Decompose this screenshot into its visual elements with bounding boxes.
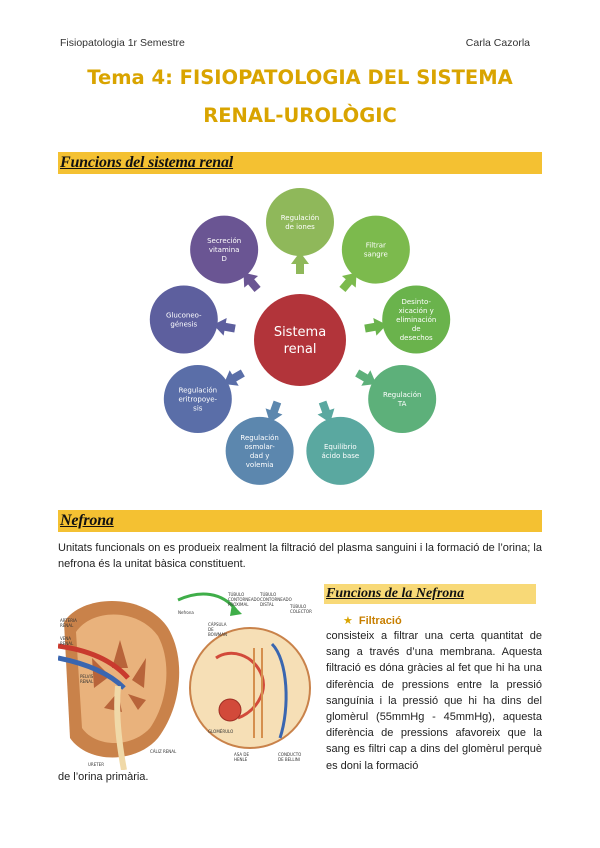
label-tubulo-dist-2: CONTORNEADO [260,597,292,602]
bubble-label: volemia [245,460,274,469]
label-capsula-2: DE [208,627,214,632]
filtracio-paragraph: consisteix a filtrar una certa quantitat de sang a través d’una membrana. Aquesta filtració es dóna gràcies al fet que hi ha una diferència de pressions entre la pressió sanguínia i la pressió que hi ha dins del glomèrul (55mmHg - 45mmHg), aquesta diferència de pressions afavoreix que la sang es filtri cap a dins del glomèrul perquè es doni la formació [326,630,542,772]
bubble-label: de [411,325,421,334]
bubble-circle [368,365,436,433]
bubble-label: osmolar- [244,442,275,451]
bullet-title: Filtració [358,615,402,627]
label-arteria-2: RENAL [60,623,74,628]
bubble-label: Regulación [240,433,279,442]
header-author: Carla Cazorla [465,37,530,49]
center-label: renal [283,342,317,357]
label-conducto-1: CONDUCTO [278,752,302,757]
bubble-label: Filtrar [365,241,386,250]
label-arteria-1: ARTERIA [60,618,77,623]
nefrona-intro: Unitats funcionals on es produeix realment la filtració del plasma sanguini i la formació de l’orina; la nefrona és la unitat bàsica constituent. [58,542,542,570]
label-pelvis-1: PELVIS [80,674,94,679]
star-icon: ★ [343,615,353,627]
label-vena-1: VENA [60,636,71,641]
bubble-circle [266,188,334,256]
bubble-label: TA [397,400,407,408]
subsection-heading-funcions-nefrona [324,584,536,604]
bubble-label: eritropoye- [178,395,218,404]
bubble-label: génesis [170,320,198,329]
bubble-label: dad y [249,451,270,460]
center-circle [254,294,346,386]
page-title-line1: Tema 4: FISIOPATOLOGIA DEL SISTEMA [87,66,513,89]
bubble-label: xicación y [398,307,434,316]
bubble-label: Secreción [207,237,242,246]
label-tubulo-prox-3: PROXIMAL [228,602,249,607]
bubble-label: vitamina [208,246,240,255]
function-bubble-3 [368,365,436,433]
bubble-label: D [221,255,227,264]
label-ureter: URETER [88,762,104,767]
label-capsula-1: CÁPSULA [208,622,227,627]
label-asa-1: ASA DE [234,752,249,757]
label-glomerulo: GLOMÉRULO [208,729,234,734]
section-heading-text: Nefrona [60,512,114,529]
bubble-label: Regulación [178,386,218,395]
section-heading-funcions-renal [58,152,542,174]
function-bubble-1 [342,216,410,284]
section-heading-text: Funcions del sistema renal [60,154,234,171]
function-bubble-6 [164,365,232,433]
bubble-label: Desinto- [401,298,431,307]
bubble-label: Regulación [280,214,320,222]
section-heading-nefrona [58,510,542,532]
bullet-filtracio [343,614,402,627]
bubble-label: desechos [399,334,433,343]
function-bubble-4 [306,417,374,485]
label-pelvis-2: RENAL [80,679,94,684]
label-tubulo-col-1: TÚBULO [290,604,307,609]
function-bubble-5 [226,417,294,485]
label-tubulo-dist-1: TÚBULO [260,592,277,597]
bubble-label: ácido base [321,451,360,460]
label-tubulo-dist-3: DISTAL [260,602,274,607]
function-bubble-8 [190,216,258,284]
label-tubulo-col-2: COLECTOR [290,609,312,614]
function-bubble-7 [150,286,218,354]
label-caliz: CÁLIZ RENAL [150,749,177,754]
bubble-label: Regulación [382,391,422,399]
bubble-label: Equilibrio [324,442,357,451]
bubble-label: de iones [285,223,315,231]
glomerulus [219,699,241,721]
function-bubble-0 [266,188,334,256]
subsection-heading-text: Funcions de la Nefrona [326,586,465,601]
bubble-label: Gluconeo- [165,311,202,320]
label-conducto-2: DE BELLINI [278,757,300,762]
bubble-label: eliminación [396,316,437,325]
center-label: Sistema [273,325,327,340]
label-vena-2: RENAL [60,641,74,646]
label-capsula-3: BOWMAN [208,632,227,637]
header-course: Fisiopatologia 1r Semestre [60,37,185,49]
label-asa-2: HENLE [234,757,248,762]
filtracio-paragraph-tail: de l’orina primària. [58,771,149,783]
bubble-label: sangre [363,250,388,259]
label-tubulo-prox-1: TÚBULO [228,592,245,597]
label-tubulo-prox-2: CONTORNEADO [228,597,260,602]
page-title-line2: RENAL-UROLÒGIC [203,104,397,127]
function-bubble-2 [382,286,450,354]
nephron-illustration [58,588,314,770]
bubble-label: sis [193,404,203,413]
label-nefrona: Nefrona [178,610,194,615]
renal-functions-diagram [140,185,460,490]
